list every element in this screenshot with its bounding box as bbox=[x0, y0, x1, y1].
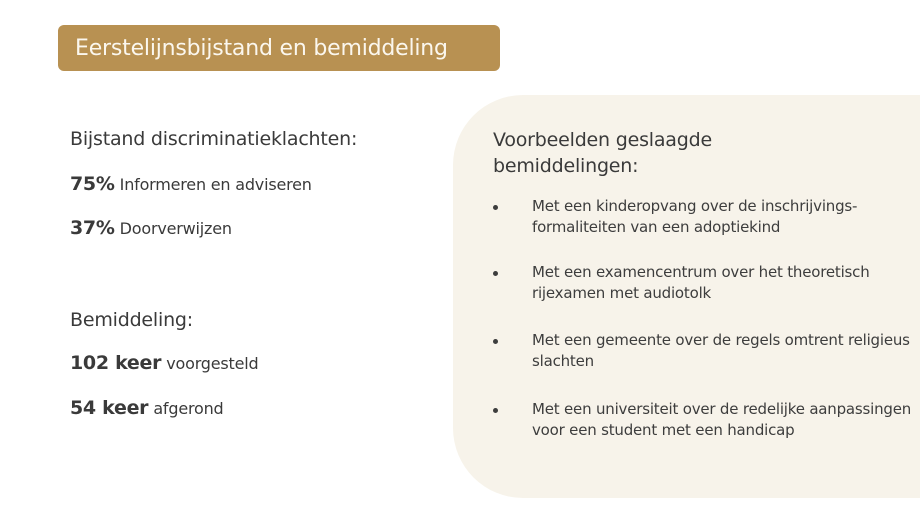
examples-heading: Voorbeelden geslaagde bemiddelingen: bbox=[493, 129, 712, 177]
stat-label: Informeren en adviseren bbox=[119, 175, 312, 194]
stat-value: 75% bbox=[70, 173, 115, 195]
bullet-icon bbox=[493, 408, 498, 413]
stat-label: afgerond bbox=[153, 399, 224, 418]
list-item: Met een kinderopvang over de inschrijvings-formaliteiten van een adoptiekind bbox=[493, 196, 913, 238]
list-item: Met een universiteit over de redelijke aanpassingen voor een student met een handicap bbox=[493, 399, 913, 441]
stat-value: 102 keer bbox=[70, 352, 162, 374]
stat-voorgesteld bbox=[70, 352, 258, 374]
stat-value: 37% bbox=[70, 217, 115, 239]
stat-afgerond bbox=[70, 397, 223, 419]
examples-panel bbox=[453, 95, 920, 498]
stat-label: Doorverwijzen bbox=[119, 219, 232, 238]
stat-label: voorgesteld bbox=[166, 354, 259, 373]
stat-informeren bbox=[70, 173, 312, 195]
section-title-badge bbox=[58, 25, 500, 71]
stat-doorverwijzen bbox=[70, 217, 232, 239]
list-item: Met een gemeente over de regels omtrent religieus slachten bbox=[493, 330, 913, 372]
section-title: Eerstelijnsbijstand en bemiddeling bbox=[75, 35, 448, 61]
bullet-icon bbox=[493, 339, 498, 344]
list-item: Met een examencentrum over het theoretisch rijexamen met audiotolk bbox=[493, 262, 913, 304]
bullet-icon bbox=[493, 271, 498, 276]
stat-value: 54 keer bbox=[70, 397, 149, 419]
bemiddeling-heading: Bemiddeling: bbox=[70, 309, 193, 331]
bijstand-heading: Bijstand discriminatieklachten: bbox=[70, 128, 358, 150]
bullet-icon bbox=[493, 205, 498, 210]
